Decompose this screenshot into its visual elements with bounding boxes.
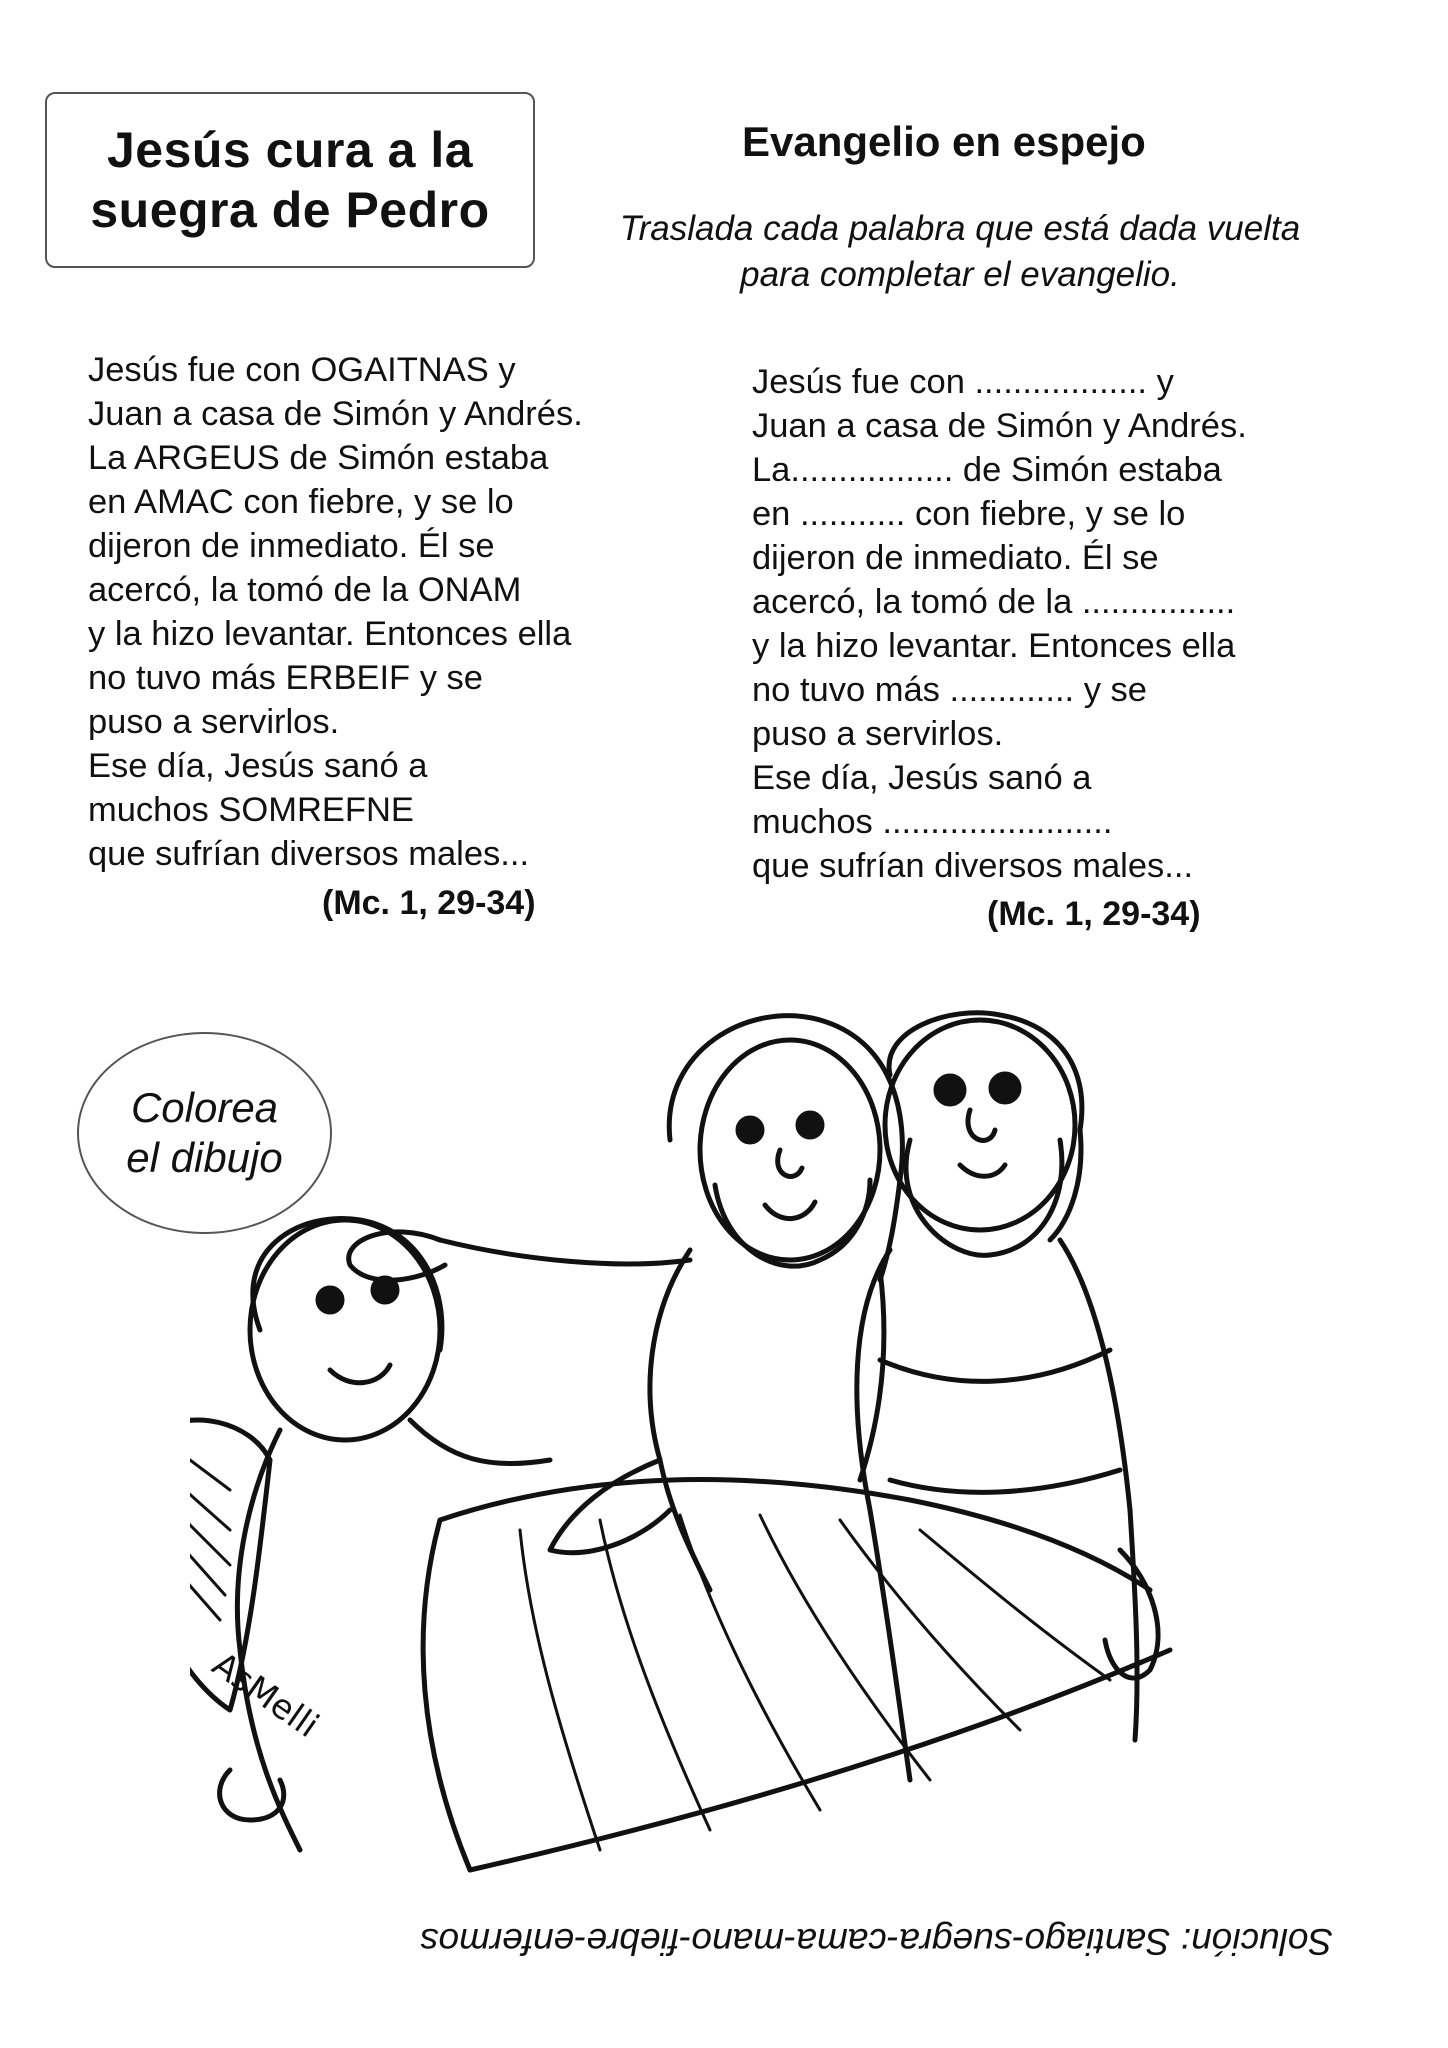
title-box	[45, 92, 535, 268]
coloring-illustration	[190, 990, 1230, 1920]
gospel-mirror-line: que sufrían diversos males...	[88, 835, 530, 873]
gospel-blank-line: dijeron de inmediato. Él se	[752, 539, 1159, 577]
bed	[190, 1420, 1170, 1870]
jesus-beard	[715, 1180, 870, 1266]
woman-eye	[318, 1288, 342, 1312]
jesus-mouth	[765, 1202, 815, 1219]
jesus-eye	[798, 1113, 822, 1137]
gospel-blank-line: La................. de Simón estaba	[752, 451, 1222, 489]
subtitle: Evangelio en espejo	[742, 118, 1146, 165]
gospel-blank-line: Jesús fue con .................. y	[752, 363, 1174, 401]
gospel-blank-line: Ese día, Jesús sanó a	[752, 759, 1092, 797]
jesus-hair	[669, 1016, 902, 1280]
instructions	[560, 206, 1360, 298]
gospel-blank-line: puso a servirlos.	[752, 715, 1004, 753]
instructions-line-1: Traslada cada palabra que está dada vuelta	[619, 209, 1301, 248]
woman-mouth	[330, 1365, 390, 1383]
blanket	[440, 1480, 1150, 1590]
gospel-mirror-line: La ARGEUS de Simón estaba	[88, 439, 549, 477]
jesus-hand	[550, 1460, 670, 1553]
peter-belt	[890, 1470, 1120, 1492]
blanket-line	[680, 1515, 820, 1810]
gospel-mirror-line: y la hizo levantar. Entonces ella	[88, 615, 572, 653]
gospel-blank-line: Juan a casa de Simón y Andrés.	[752, 407, 1247, 445]
woman-eye	[373, 1278, 397, 1302]
peter-sash	[880, 1350, 1110, 1381]
blanket-fold	[423, 1520, 470, 1870]
gospel-mirror-line: en AMAC con fiebre, y se lo	[88, 483, 514, 521]
gospel-blank-line: en ........... con fiebre, y se lo	[752, 495, 1186, 533]
gospel-mirror-line: acercó, la tomó de la ONAM	[88, 571, 522, 609]
color-prompt-line-2: el dibujo	[126, 1134, 283, 1181]
title-line-1: Jesús cura a la	[106, 122, 474, 178]
gospel-mirror-line: dijeron de inmediato. Él se	[88, 527, 495, 565]
woman-head	[250, 1220, 440, 1440]
gospel-mirror-line: puso a servirlos.	[88, 703, 340, 741]
blanket-line	[520, 1530, 600, 1850]
instructions-line-2: para completar el evangelio.	[740, 255, 1180, 294]
gospel-mirror-line: Ese día, Jesús sanó a	[88, 747, 428, 785]
peter-robe	[1060, 1240, 1137, 1740]
jesus-eye	[738, 1118, 762, 1142]
gospel-mirror-line: muchos SOMREFNE	[88, 791, 414, 829]
jesus-nose	[778, 1150, 802, 1176]
jesus-arm	[440, 1240, 690, 1264]
jesus-robe	[860, 1270, 884, 1480]
gospel-mirror-reference: (Mc. 1, 29-34)	[322, 884, 536, 922]
mother-in-law-figure	[220, 1218, 550, 1850]
peter-mouth	[960, 1165, 1005, 1176]
gospel-blank-line: no tuvo más ............. y se	[752, 671, 1147, 709]
blanket-line	[600, 1520, 710, 1830]
gospel-blank-reference: (Mc. 1, 29-34)	[987, 895, 1201, 933]
title-line-2: suegra de Pedro	[90, 182, 490, 238]
bed-edge	[470, 1650, 1170, 1870]
peter-eye	[991, 1074, 1019, 1102]
gospel-mirror-line: no tuvo más ERBEIF y se	[88, 659, 483, 697]
gospel-blank-line: que sufrían diversos males...	[752, 847, 1194, 885]
jesus-figure	[349, 1016, 903, 1590]
gospel-blank-line: y la hizo levantar. Entonces ella	[752, 627, 1236, 665]
color-prompt-line-1: Colorea	[130, 1084, 279, 1131]
illustration-signature: AsMelli	[204, 1644, 326, 1746]
gospel-blank-line: acercó, la tomó de la ................	[752, 583, 1236, 621]
peter-beard	[906, 1140, 1062, 1255]
blanket-line	[840, 1520, 1020, 1730]
jesus-head	[700, 1040, 880, 1260]
pillow-pattern	[190, 1460, 230, 1620]
woman-body	[410, 1420, 550, 1464]
gospel-blank-text	[752, 360, 1247, 888]
peter-nose	[968, 1110, 995, 1140]
peter-eye	[936, 1076, 964, 1104]
gospel-blank-line: muchos ........................	[752, 803, 1113, 841]
gospel-mirror-text	[88, 348, 583, 876]
woman-hair	[253, 1218, 442, 1350]
gospel-mirror-line: Jesús fue con OGAITNAS y	[88, 351, 516, 389]
solution-text: Solución: Santiago-suegra-cama-mano-fiebre-enfermos	[420, 1921, 1334, 1962]
jesus-robe	[650, 1250, 710, 1590]
gospel-mirror-line: Juan a casa de Simón y Andrés.	[88, 395, 583, 433]
